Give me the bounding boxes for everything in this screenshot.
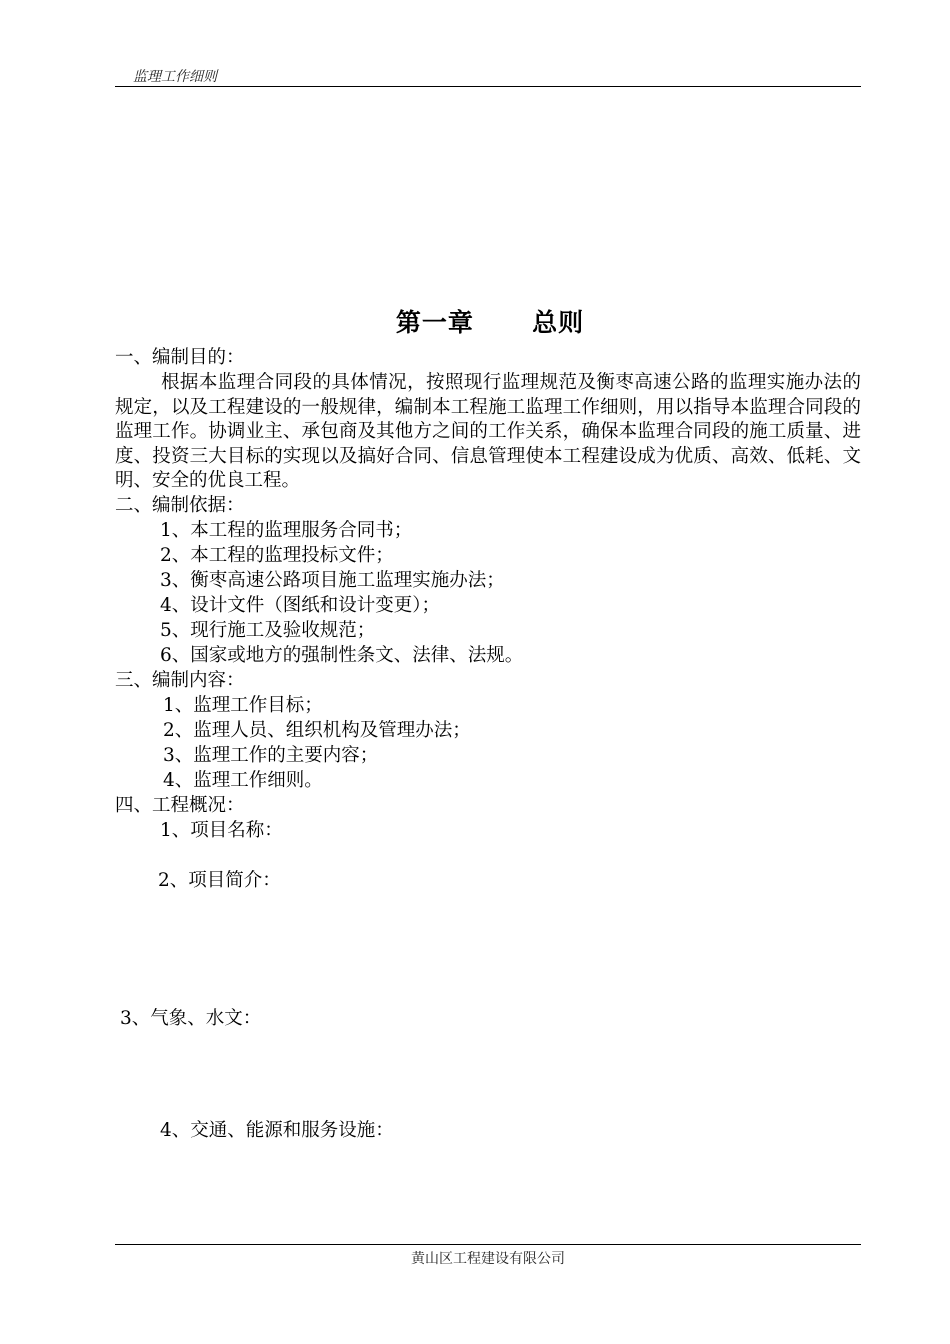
list-item: 5、现行施工及验收规范；: [160, 620, 376, 641]
running-header: 监理工作细则: [133, 69, 217, 85]
list-item: 3、衡枣高速公路项目施工监理实施办法；: [160, 570, 505, 591]
list-item: 4、交通、能源和服务设施：: [160, 1120, 394, 1141]
section-1-paragraph: 根据本监理合同段的具体情况，按照现行监理规范及衡枣高速公路的监理实施办法的规定，以及工程建设的一般规律，编制本工程施工监理工作细则，用以指导本监理合同段的监理工作。协调业主、承包商及其他方之间的工作关系，确保本监理合同段的施工质量、进度、投资三大目标的实现以及搞好合同、信息管理使本工程建设成为优质、高效、低耗、文明、安全的优良工程。: [115, 372, 861, 491]
list-item: 2、项目简介：: [158, 870, 281, 891]
section-1-heading: 一、编制目的：: [115, 347, 245, 368]
chapter-title: 第一章 总则: [395, 308, 585, 337]
list-item: 6、国家或地方的强制性条文、法律、法规。: [160, 645, 524, 666]
list-item: 4、监理工作细则。: [163, 770, 323, 791]
footer-rule: [115, 1244, 861, 1245]
list-item: 4、设计文件（图纸和设计变更）；: [160, 595, 441, 616]
section-3-heading: 三、编制内容：: [115, 670, 245, 691]
list-item: 3、监理工作的主要内容；: [163, 745, 379, 766]
list-item: 1、本工程的监理服务合同书；: [160, 520, 413, 541]
list-item: 2、本工程的监理投标文件；: [160, 545, 394, 566]
header-rule: [115, 86, 861, 87]
running-footer: 黄山区工程建设有限公司: [411, 1251, 565, 1267]
section-4-heading: 四、工程概况：: [115, 795, 245, 816]
list-item: 1、项目名称：: [160, 820, 283, 841]
list-item: 2、监理人员、组织机构及管理办法；: [163, 720, 471, 741]
list-item: 1、监理工作目标；: [163, 695, 323, 716]
list-item: 3、气象、水文：: [120, 1008, 262, 1029]
section-2-heading: 二、编制依据：: [115, 495, 245, 516]
